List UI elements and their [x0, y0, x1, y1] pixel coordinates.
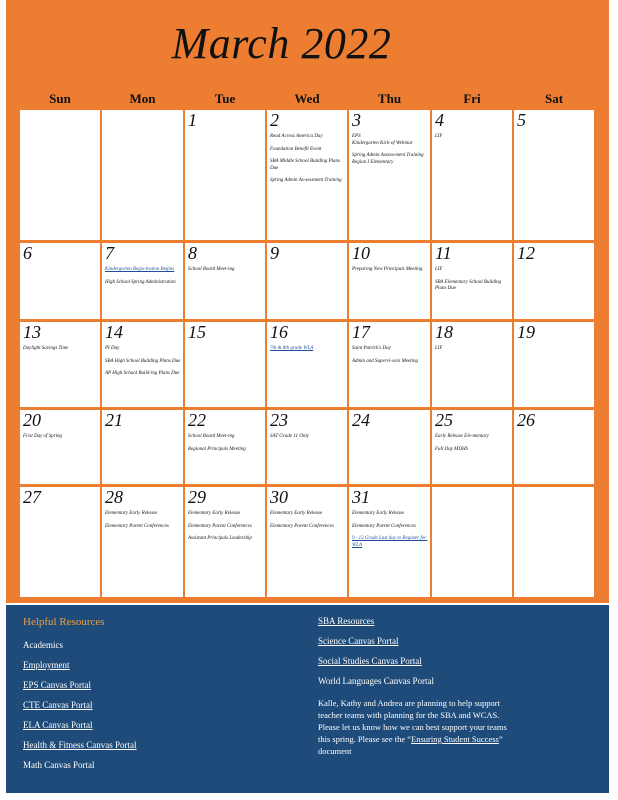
day-number: 12: [517, 243, 535, 263]
resources-heading: Helpful Resources: [23, 616, 105, 628]
day-header-mon: Mon: [129, 91, 156, 106]
day-cell-15[interactable]: [185, 322, 265, 407]
event-text: PI Day: [105, 346, 120, 351]
day-number: 8: [188, 243, 197, 263]
day-number: 23: [270, 410, 288, 430]
day-events: [188, 267, 263, 274]
day-header-sat: Sat: [544, 91, 564, 106]
resources-panel: [6, 605, 609, 793]
event-text: Regional Principals Meeting: [188, 446, 246, 452]
event-text: SBA Middle School Building Plans Due: [270, 159, 342, 171]
day-cell-1[interactable]: [185, 110, 265, 240]
day-cell-13[interactable]: [20, 322, 100, 407]
day-cell-18[interactable]: [432, 322, 512, 407]
day-cell-21[interactable]: [102, 410, 183, 484]
event-text: SBA High School Building Plans Due: [105, 358, 181, 364]
day-cell-24[interactable]: [349, 410, 430, 484]
day-number: 22: [188, 410, 206, 430]
event-text: Elementary Parent Conferences: [188, 523, 252, 529]
day-cell-11[interactable]: [432, 243, 512, 319]
day-number: 30: [270, 487, 288, 507]
event-text: Daylight Savings Time: [23, 346, 69, 351]
event-text: SAT Grade 11 Only: [270, 434, 309, 439]
event-text: LIF: [435, 346, 443, 351]
event-text: Elementary Parent Conferences: [270, 523, 334, 529]
resource-sba-link[interactable]: SBA Resources: [318, 616, 375, 626]
event-text: Admin and Supervi-sors Meeting: [352, 358, 418, 364]
day-cell-6[interactable]: [20, 243, 100, 319]
day-events: [23, 434, 98, 441]
day-number: 27: [23, 487, 41, 507]
resource-world-languages[interactable]: World Languages Canvas Portal: [318, 676, 434, 686]
day-cell-22[interactable]: [185, 410, 265, 484]
resource-science-canvas-link[interactable]: Science Canvas Portal: [318, 636, 399, 646]
day-header-thu: Thu: [377, 91, 402, 106]
day-cell-17[interactable]: [349, 322, 430, 407]
day-cell-25[interactable]: [432, 410, 512, 484]
event-text: School Board Meet-ing: [188, 267, 235, 272]
support-note: [318, 697, 518, 757]
day-cell-5[interactable]: [514, 110, 594, 240]
day-header-fri: Fri: [463, 91, 481, 106]
day-cell-2[interactable]: [267, 110, 347, 240]
day-events: [352, 134, 428, 166]
event-text: Preparing New Principals Meeting: [352, 267, 423, 272]
day-events: [352, 511, 428, 549]
support-note-text: Kalle, Kathy and Andrea are planning to help support teacher teams with planning for the SBA and WCAS. Please let us know how we can best support your teams this spring. Please see the “: [318, 698, 507, 744]
day-number: 26: [517, 410, 535, 430]
day-events: [23, 346, 98, 353]
day-cell-31[interactable]: [349, 487, 430, 597]
empty-day-cell[interactable]: [20, 110, 100, 240]
day-events: [352, 346, 428, 365]
event-text[interactable]: 7th & 8th grade WLA: [270, 346, 314, 351]
event-text: Foundation Benefit Event: [270, 146, 322, 152]
day-number: 1: [188, 110, 197, 130]
event-text: Kindergarten Kick-of Webinar: [352, 140, 413, 146]
resource-health-fitness-link[interactable]: Health & Fitness Canvas Portal: [23, 740, 137, 750]
day-number: 13: [23, 322, 41, 342]
day-cell-12[interactable]: [514, 243, 594, 319]
empty-day-cell[interactable]: [514, 487, 594, 597]
day-cell-29[interactable]: [185, 487, 265, 597]
day-number: 31: [352, 487, 370, 507]
empty-day-cell[interactable]: [102, 110, 183, 240]
event-text: EPS: [352, 134, 361, 139]
day-number: 28: [105, 487, 123, 507]
day-number: 25: [435, 410, 453, 430]
ensuring-student-success-link[interactable]: Ensuring Student Success: [411, 734, 499, 744]
day-events: [105, 511, 181, 530]
resource-social-studies-link[interactable]: Social Studies Canvas Portal: [318, 656, 422, 666]
event-text: Saint Patrick's Day: [352, 346, 391, 351]
event-text: Full Day MDHS: [435, 446, 469, 452]
resource-math-canvas[interactable]: Math Canvas Portal: [23, 760, 95, 770]
day-number: 10: [352, 243, 370, 263]
day-number: 16: [270, 322, 288, 342]
day-events: [270, 134, 345, 185]
event-text[interactable]: Kindergarten Regis-tration Begins: [105, 267, 175, 272]
day-number: 19: [517, 322, 535, 342]
day-number: 7: [105, 243, 114, 263]
day-number: 15: [188, 322, 206, 342]
day-number: 4: [435, 110, 444, 130]
event-text: Elementary Parent Conferences: [105, 523, 169, 529]
day-events: [105, 267, 181, 286]
event-text: LIF: [435, 134, 443, 139]
day-header-sun: Sun: [49, 91, 71, 106]
day-cell-14[interactable]: [102, 322, 183, 407]
calendar-title: March 2022: [171, 19, 392, 68]
resource-academics[interactable]: Academics: [23, 640, 63, 650]
event-text: Assistant Principals Leadership: [188, 536, 252, 541]
event-text: Spring Admin As-sessment Training: [270, 178, 342, 183]
day-events: [270, 346, 345, 353]
day-cell-23[interactable]: [267, 410, 347, 484]
day-cell-10[interactable]: [349, 243, 430, 319]
day-cell-7[interactable]: [102, 243, 183, 319]
day-events: [188, 511, 263, 543]
day-cell-26[interactable]: [514, 410, 594, 484]
day-events: [270, 434, 345, 441]
day-events: [352, 267, 428, 274]
day-cell-28[interactable]: [102, 487, 183, 597]
event-text[interactable]: 9 - 12 Grade Last day to Register for WLA: [352, 536, 428, 548]
day-events: [435, 434, 510, 453]
day-number: 29: [188, 487, 206, 507]
event-text: Elementary Parent Conferences: [352, 523, 416, 529]
day-events: [188, 434, 263, 453]
day-events: [435, 134, 510, 141]
day-cell-3[interactable]: [349, 110, 430, 240]
day-header-wed: Wed: [294, 91, 320, 106]
resource-cte-canvas-link[interactable]: CTE Canvas Portal: [23, 700, 93, 710]
day-cell-16[interactable]: [267, 322, 347, 407]
empty-day-cell[interactable]: [432, 487, 512, 597]
event-text: Early Release Ele-mentary: [435, 434, 489, 439]
event-text: Spring Admin Assess-ment Training: [352, 153, 424, 158]
day-cell-9[interactable]: [267, 243, 347, 319]
day-cell-27[interactable]: [20, 487, 100, 597]
day-events: [435, 346, 510, 353]
event-text: Elementary Early Release: [105, 511, 158, 516]
day-number: 6: [23, 243, 32, 263]
day-number: 17: [352, 322, 370, 342]
day-cell-30[interactable]: [267, 487, 347, 597]
day-events: [435, 267, 510, 293]
day-header-tue: Tue: [214, 91, 236, 106]
day-number: 9: [270, 243, 279, 263]
event-text: Elementary Early Release: [188, 511, 241, 516]
event-text: School Board Meet-ing: [188, 434, 235, 439]
resource-ela-canvas-link[interactable]: ELA Canvas Portal: [23, 720, 93, 730]
support-note-end: ” document: [318, 734, 503, 756]
event-text: First Day of Spring: [23, 434, 63, 439]
day-cell-4[interactable]: [432, 110, 512, 240]
day-number: 5: [517, 110, 526, 130]
event-text: Region I Elementary: [352, 159, 394, 165]
resource-eps-canvas-link[interactable]: EPS Canvas Portal: [23, 680, 92, 690]
resource-employment-link[interactable]: Employment: [23, 660, 70, 670]
event-text: Read Across America Day: [270, 134, 323, 139]
day-events: [270, 511, 345, 530]
day-number: 21: [105, 410, 123, 430]
event-text: Elementary Early Release: [352, 511, 405, 516]
event-text: LIF: [435, 267, 443, 272]
day-number: 20: [23, 410, 41, 430]
day-number: 2: [270, 110, 279, 130]
event-text: High School Spring Administration: [105, 279, 176, 285]
day-events: [105, 346, 181, 378]
day-number: 3: [352, 110, 361, 130]
event-text: SBA Elementary School Building Plans Due: [435, 279, 503, 291]
day-number: 18: [435, 322, 453, 342]
day-cell-20[interactable]: [20, 410, 100, 484]
day-number: 11: [435, 243, 452, 263]
day-number: 24: [352, 410, 370, 430]
day-cell-8[interactable]: [185, 243, 265, 319]
day-number: 14: [105, 322, 123, 342]
day-cell-19[interactable]: [514, 322, 594, 407]
event-text: Elementary Early Release: [270, 511, 323, 516]
event-text: AP High School Build-ing Plans Due: [105, 371, 180, 376]
